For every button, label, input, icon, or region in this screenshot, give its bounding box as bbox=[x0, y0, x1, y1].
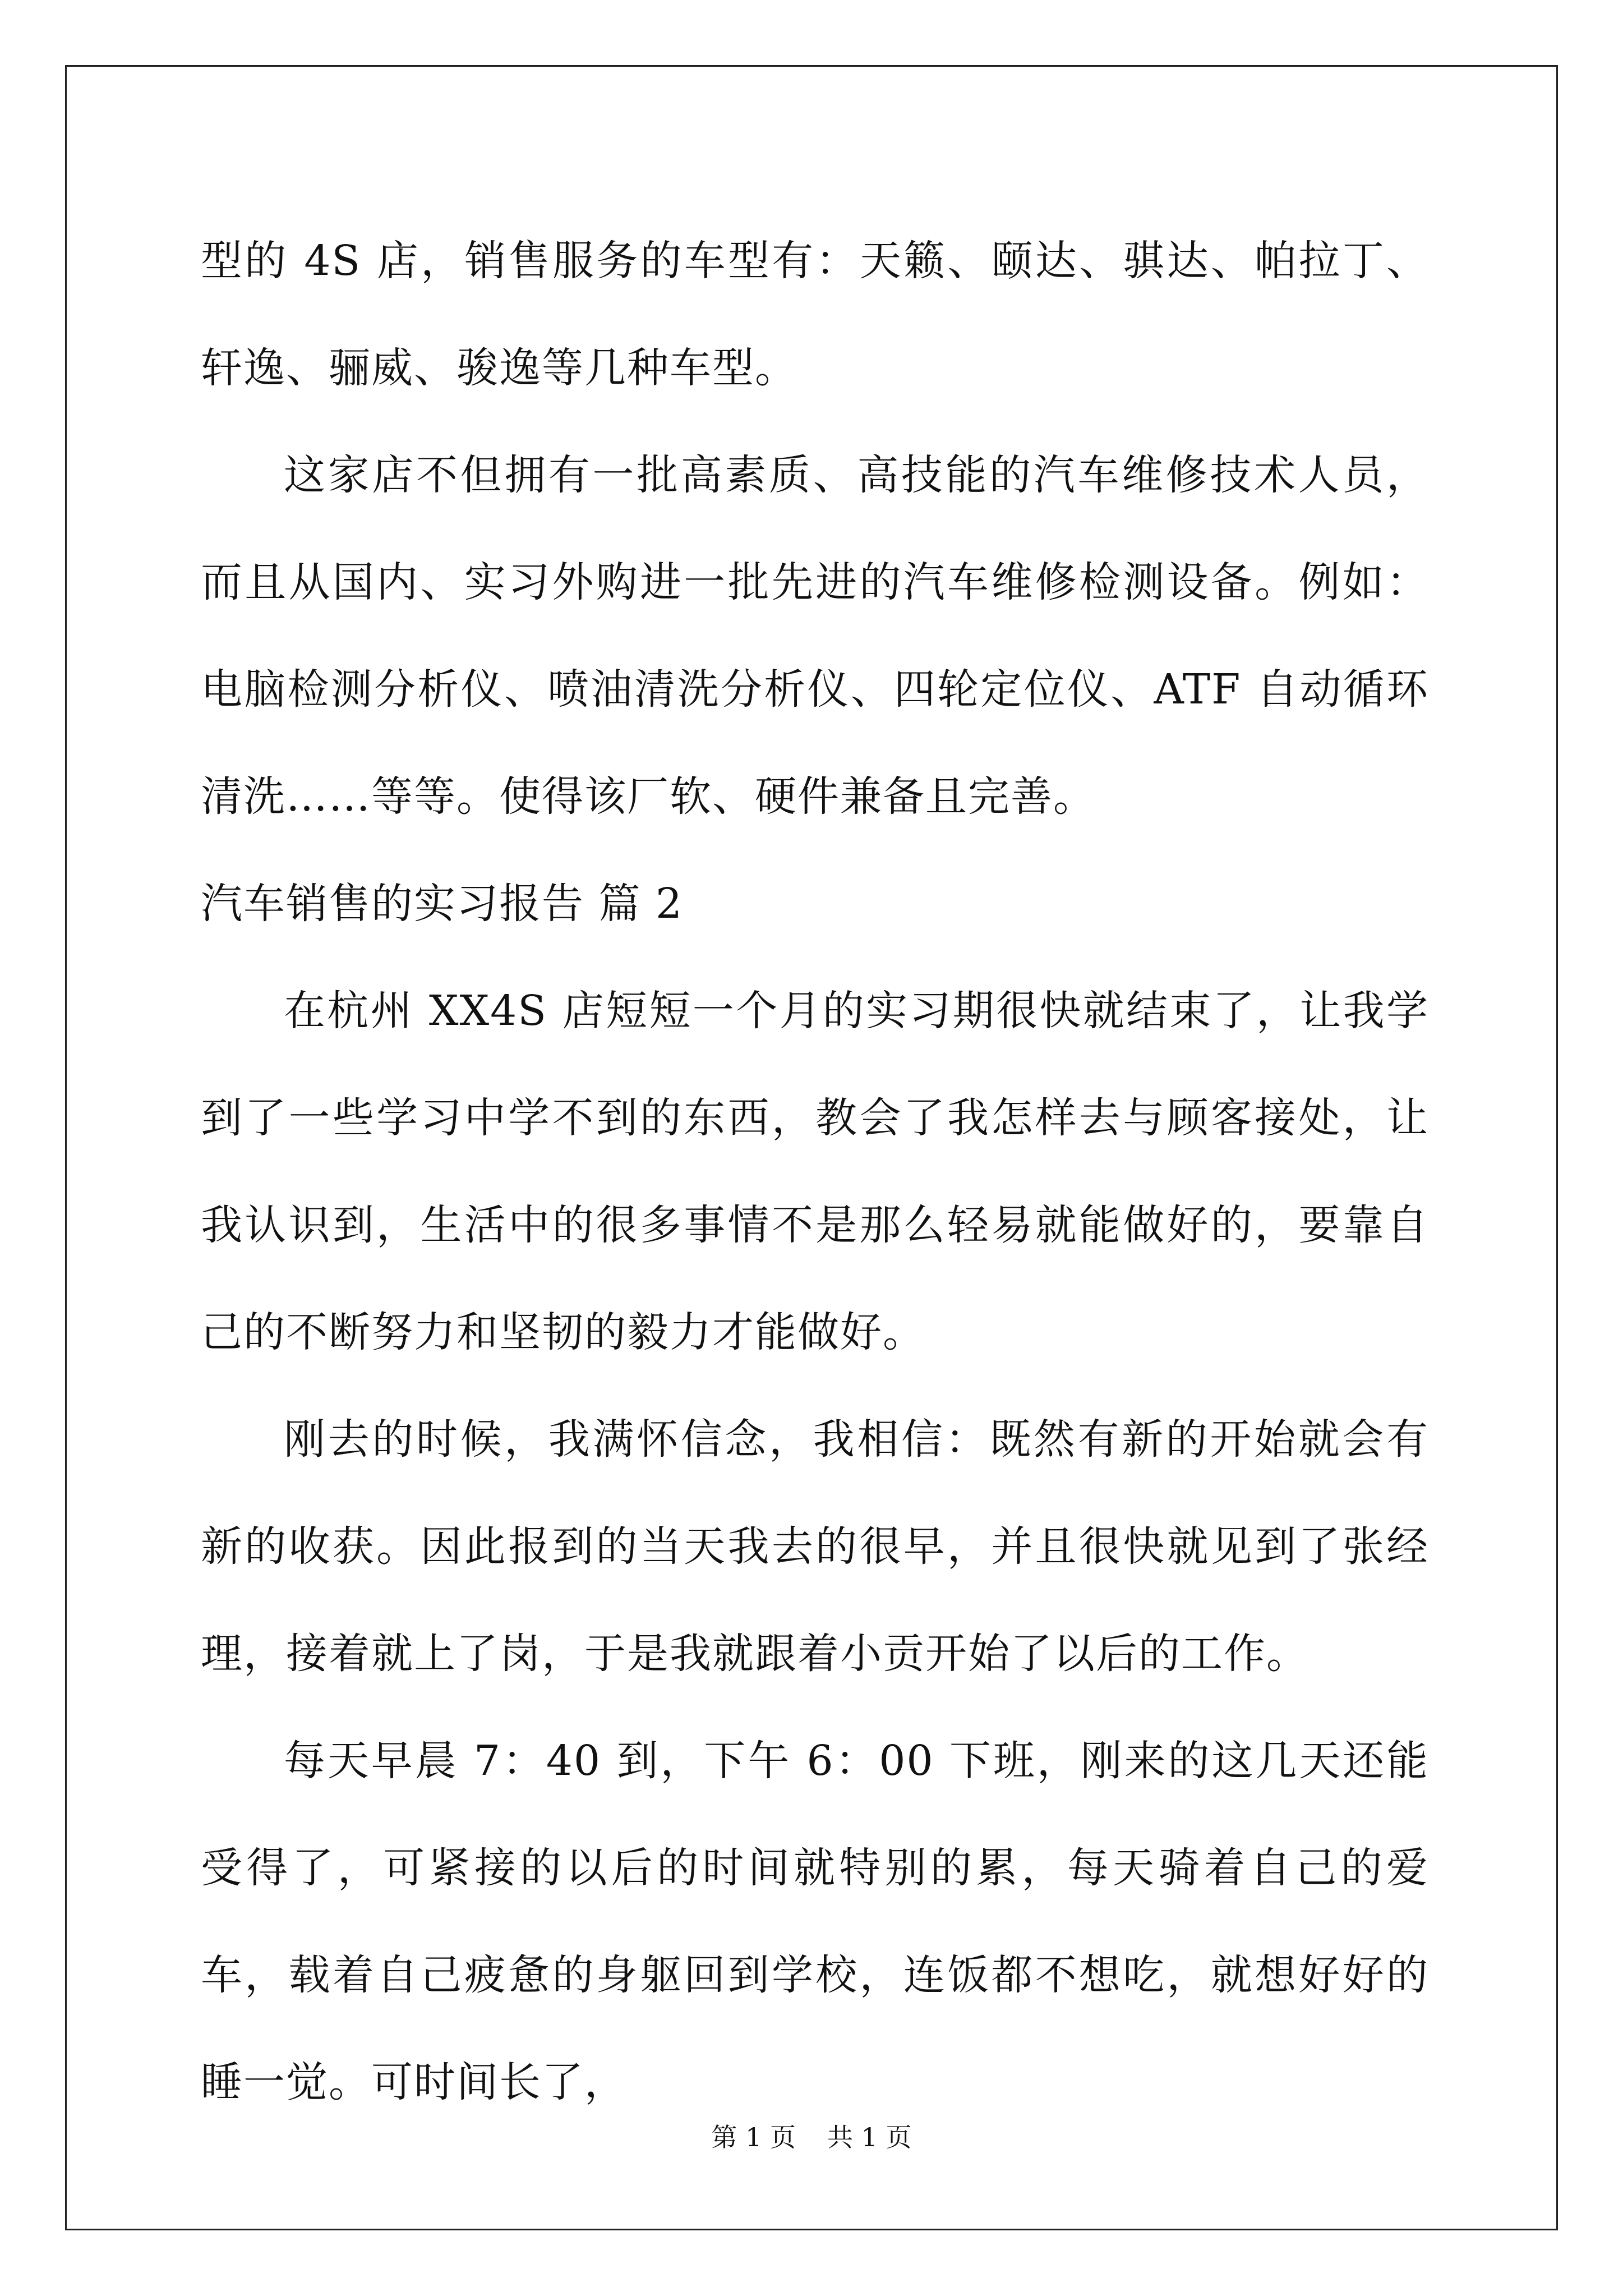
paragraph-3: 在杭州 XX4S 店短短一个月的实习期很快就结束了，让我学到了一些学习中学不到的东西，教会了我怎样去与顾客接处，让我认识到，生活中的很多事情不是那么轻易就能做好的，要靠自己的不断努力和坚韧的毅力才能做好。 bbox=[201, 987, 1429, 1356]
section-heading: 汽车销售的实习报告 篇 2 bbox=[201, 880, 684, 928]
page-total: 共 1 页 bbox=[827, 2122, 912, 2152]
page-footer bbox=[0, 2120, 1623, 2154]
page-number: 第 1 页 bbox=[711, 2122, 796, 2152]
paragraph-4: 刚去的时候，我满怀信念，我相信：既然有新的开始就会有新的收获。因此报到的当天我去的很早，并且很快就见到了张经理，接着就上了岗，于是我就跟着小贡开始了以后的工作。 bbox=[201, 1415, 1429, 1678]
paragraph-2: 这家店不但拥有一批高素质、高技能的汽车维修技术人员，而且从国内、实习外购进一批先进的汽车维修检测设备。例如：电脑检测分析仪、喷油清洗分析仪、四轮定位仪、ATF 自动循环清洗……等等。使得该厂软、硬件兼备且完善。 bbox=[201, 451, 1429, 821]
paragraph-1: 型的 4S 店，销售服务的车型有：天籁、颐达、骐达、帕拉丁、轩逸、骊威、骏逸等几种车型。 bbox=[201, 237, 1429, 392]
paragraph-5: 每天早晨 7：40 到，下午 6：00 下班，刚来的这几天还能受得了，可紧接的以后的时间就特别的累，每天骑着自己的爱车，载着自己疲惫的身躯回到学校，连饭都不想吃，就想好好的睡一觉。可时间长了， bbox=[201, 1737, 1429, 2106]
document-body bbox=[201, 208, 1429, 2136]
